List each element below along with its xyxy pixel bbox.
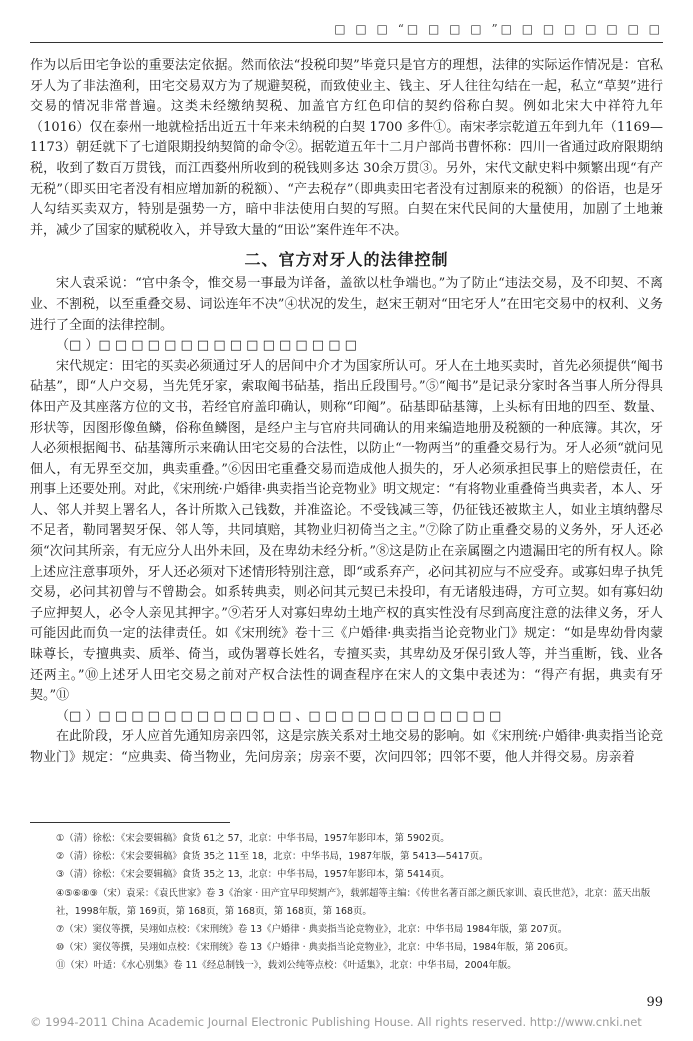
footnote: ①（清）徐松：《宋会要辑稿》食货 61之 57，北京：中华书局，1957年影印本，第 5902页。 [56,833,450,844]
footnotes [30,830,663,976]
page-number: 99 [646,995,663,1010]
copyright-footer: © 1994-2011 China Academic Journal Electronic Publishing House. All rights reserved. http://www.cnki.net [30,1015,642,1029]
body-paragraph: 宋代规定：田宅的买卖必须通过牙人的居间中介才为国家所认可。牙人在土地买卖时，首先必须提供“阄书砧基”，即“人户交易，当先凭牙家，索取阄书砧基，指出丘段围号。”⑤“阄书”是记录分家时各当事人所分得具体田产及其座落方位的文书，若经官府盖印确认，则称“印阄”。砧基即砧基簿，上头标有田地的四至、数量、形状等，因图形像鱼鳞，俗称鱼鳞图，是经户主与官府共同确认的用来编造地册及税额的一种底簿。其次，牙人必须根据阄书、砧基簿所示来确认田宅交易的合法性，以防止“一物两当”的重叠交易行为。牙人必须“就问见佃人，有无界至交加，典卖重叠。”⑥因田宅重叠交易而造成他人损失的，牙人必须承担民事上的赔偿责任，在刑事上还要处刑。对此，《宋刑统·户婚律·典卖指当论竞物业》明文规定：“有将物业重叠倚当典卖者，本人、牙人、邻人并契上署名人，各计所欺入己钱数，并准盗论。不受钱减三等，仍征钱还被欺主人，如业主填纳罄尽不足者，勒同署契牙保、邻人等，共同填赔，其物业归初倚当之主。”⑦除了防止重叠交易的义务外，牙人还必须“次问其所亲，有无应分人出外未回，及在卑幼未经分析。”⑧这是防止在亲属圈之内遗漏田宅的所有权人。除上述应注意事项外，牙人还必须对下述情形特别注意，即“或系弃产，必问其初应与不应受弃。或寡妇卑子执凭交易，必问其初曾与不曾勘会。如系转典卖，则必问其元契已未投印，有无诸般违碍，方可立契。如有寡妇幼子应押契人，必令人亲见其押字。”⑨若牙人对寡妇卑幼土地产权的真实性没有尽到高度注意的法律义务，牙人可能因此而负一定的法律责任。如《宋刑统》卷十三《户婚律·典卖指当论竞物业门》规定：“如是卑幼骨肉蒙昧尊长，专擅典卖、质举、倚当，或伪署尊长姓名，专擅买卖，其卑幼及牙保引致人等，并当重断，钱、业各还两主。”⑩上述牙人田宅交易之前对产权合法性的调查程序在宋人的文集中表述为：“得产有据，典卖有牙契。”⑪ [30,358,663,704]
section-heading: 二、官方对牙人的法律控制 [244,250,449,270]
footnote: ⑩（宋）窦仪等撰，吴翊如点校：《宋刑统》卷 13《户婚律 · 典卖指当论竞物业》，北京：中华书局，1984年版，第 206页。 [56,942,574,954]
article-body [30,56,663,769]
subsection-heading-2: （□ ）□ □ □ □ □ □ □ □ □ □ □ □ 、□ □ □ □ □ □ □ □ □ □ □ □ [56,708,502,724]
footnote: ②（清）徐松：《宋会要辑稿》食货 35之 11至 18，北京：中华书局，1987年版，第 5413—5417页。 [56,851,489,863]
footnote: ⑦（宋）窦仪等撰，吴翊如点校：《宋刑统》卷 13《户婚律 · 典卖指当论竞物业》，北京：中华书局 1984年版，第 207页。 [56,924,568,936]
body-paragraph: 作为以后田宅争讼的重要法定依据。然而依法“投税印契”毕竟只是官方的理想，法律的实际运作情况是：官私牙人为了非法渔利，田宅交易双方为了规避契税，而致使业主、钱主、牙人往往勾结在一起，私立“草契”进行交易的情况非常普遍。这类未经缴纳契税、加盖官方红色印信的契约俗称白契。例如北宋大中祥符九年（1016）仅在泰州一地就检括出近五十年来未纳税的白契 1700 多件①。南宋孝宗乾道五年到九年（1169—1173）朝廷就下了七道限期投纳契简的命令②。据乾道五年十二月户部尚书曹怀称：四川一省通过政府限期纳税，收到了数百万贯钱，而江西婺州所收到的税钱则多达 30余万贯③。另外，宋代文献史料中频繁出现“有产无税”（即买田宅者没有相应增加新的税额）、“产去税存”（即典卖田宅者没有过割原来的税额）的俗语，也是牙人勾结买卖双方，特别是强势一方，暗中非法使用白契的写照。白契在宋代民间的大量使用，加剧了土地兼并，减少了国家的赋税收入，并导致大量的“田讼”案件连年不决。 [30,58,663,238]
subsection-heading-1: （□ ）□ □ □ □ □ □ □ □ □ □ □ □ □ □ □ □ [56,338,357,354]
running-header: □ □ □ “□ □ □ □ ”□ □ □ □ □ □ □ □ [334,22,663,36]
intro-paragraph: 宋人袁采说：“官中条令，惟交易一事最为详备，盖欲以杜争端也。”为了防止“违法交易，及不印契、不离业、不割税，以至重叠交易、词讼连年不决”④状况的发生，赵宋王朝对“田宅牙人”在田宅交易中的权利、义务进行了全面的法律控制。 [30,276,663,333]
footnote-rule [30,822,230,823]
footnote: ④⑤⑥⑧⑨（宋）袁采：《袁氏世家》卷 3《治家 · 田产宜早印契割产》，载郭超等主编：《传世名著百部之颜氏家训、袁氏世范》，北京：蓝天出版社，1998年版，第 169页，第 168页，第 168页，第 168页，第 168页。 [56,887,651,917]
body-paragraph: 在此阶段，牙人应首先通知房亲四邻，这是宗族关系对土地交易的影响。如《宋刑统·户婚律·典卖指当论竞物业门》规定：“应典卖、倚当物业，先问房亲；房亲不要，次问四邻；四邻不要，他人并得交易。房亲着 [30,729,663,765]
footnote: ③（清）徐松：《宋会要辑稿》食货 35之 13，北京：中华书局，1957年影印本，第 5414页。 [56,869,450,881]
footnote: ⑪（宋）叶适：《水心别集》卷 11《经总制钱一》，载刘公纯等点校：《叶适集》，北京：中华书局，2004年版。 [56,960,517,972]
header-rule [30,42,663,43]
